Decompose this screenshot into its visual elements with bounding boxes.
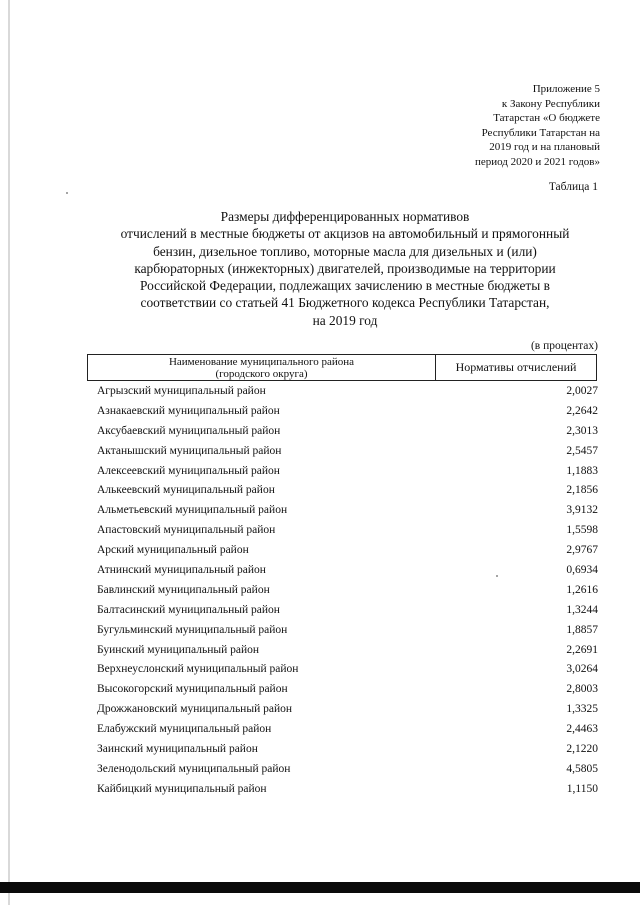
table-row bbox=[97, 480, 600, 500]
district-name: Альметьевский муниципальный район bbox=[97, 504, 288, 517]
title-line: на 2019 год bbox=[312, 312, 378, 328]
scan-speck bbox=[66, 192, 68, 194]
district-name: Апастовский муниципальный район bbox=[97, 524, 276, 537]
table-row bbox=[97, 441, 600, 461]
rate-value: 2,2691 bbox=[566, 643, 598, 656]
document-title bbox=[50, 208, 640, 329]
district-name: Елабужский муниципальный район bbox=[97, 723, 272, 736]
rate-value: 1,5598 bbox=[566, 524, 598, 537]
table-row bbox=[97, 679, 600, 699]
rate-value: 1,3244 bbox=[566, 603, 598, 616]
district-name: Заинский муниципальный район bbox=[97, 742, 258, 755]
district-name: Буинский муниципальный район bbox=[97, 643, 260, 656]
rate-value: 2,3013 bbox=[566, 424, 598, 437]
district-name: Алькеевский муниципальный район bbox=[97, 484, 275, 497]
header-name-cell bbox=[88, 355, 436, 380]
rate-value: 1,1883 bbox=[566, 464, 598, 477]
rate-value: 1,1150 bbox=[566, 782, 598, 795]
district-name: Верхнеуслонский муниципальный район bbox=[97, 663, 299, 676]
annex-header bbox=[420, 82, 600, 170]
district-name: Бугульминский муниципальный район bbox=[97, 623, 288, 636]
district-name: Зеленодольский муниципальный район bbox=[97, 762, 291, 775]
rate-value: 2,9767 bbox=[566, 544, 598, 557]
table-row bbox=[97, 520, 600, 540]
district-name: Азнакаевский муниципальный район bbox=[97, 404, 280, 417]
table-row bbox=[97, 421, 600, 441]
rate-value: 2,0027 bbox=[566, 384, 598, 397]
table-row bbox=[97, 560, 600, 580]
district-name: Бавлинский муниципальный район bbox=[97, 583, 270, 596]
table-label: Таблица 1 bbox=[548, 181, 598, 193]
table-row bbox=[97, 580, 600, 600]
annex-line: 2019 год и на плановый bbox=[489, 141, 600, 154]
table-row bbox=[97, 739, 600, 759]
table-row bbox=[97, 779, 600, 799]
annex-line: период 2020 и 2021 годов» bbox=[474, 155, 600, 168]
table-row bbox=[97, 500, 600, 520]
district-name: Аксубаевский муниципальный район bbox=[97, 424, 281, 437]
district-name: Алексеевский муниципальный район bbox=[97, 464, 280, 477]
table-row bbox=[97, 401, 600, 421]
scan-edge bbox=[8, 0, 10, 905]
rate-value: 2,1856 bbox=[566, 484, 598, 497]
table-row bbox=[97, 600, 600, 620]
table-body bbox=[97, 381, 600, 799]
rate-value: 1,8857 bbox=[566, 623, 598, 636]
title-line: соответствии со статьей 41 Бюджетного кодекса Республики Татарстан, bbox=[140, 295, 550, 311]
district-name: Кайбицкий муниципальный район bbox=[97, 782, 267, 795]
header-value-cell: Нормативы отчислений bbox=[455, 360, 577, 374]
table-row bbox=[97, 381, 600, 401]
annex-line: Приложение 5 bbox=[532, 83, 600, 95]
table-row bbox=[97, 640, 600, 660]
district-name: Высокогорский муниципальный район bbox=[97, 683, 288, 696]
rate-value: 2,2642 bbox=[566, 404, 598, 417]
rate-value: 1,3325 bbox=[566, 703, 598, 716]
table-row bbox=[97, 540, 600, 560]
title-line: карбюраторных (инжекторных) двигателей, производимые на территории bbox=[134, 260, 556, 276]
table-row bbox=[97, 461, 600, 481]
table-row bbox=[97, 620, 600, 640]
title-line: отчислений в местные бюджеты от акцизов на автомобильный и прямогонный bbox=[120, 226, 570, 242]
table-row bbox=[97, 719, 600, 739]
rate-value: 1,2616 bbox=[566, 583, 598, 596]
table-row bbox=[97, 699, 600, 719]
scan-bottom-border bbox=[0, 882, 640, 893]
rate-value: 3,0264 bbox=[566, 663, 598, 676]
header-name-line: Наименование муниципального района bbox=[168, 356, 355, 368]
rate-value: 0,6934 bbox=[566, 563, 598, 576]
rate-value: 3,9132 bbox=[566, 504, 598, 517]
scan-speck bbox=[496, 575, 498, 577]
rate-value: 2,1220 bbox=[566, 742, 598, 755]
header-name-line: (городского округа) bbox=[215, 368, 308, 380]
table-row bbox=[97, 659, 600, 679]
district-name: Балтасинский муниципальный район bbox=[97, 603, 280, 616]
annex-line: Республики Татарстан на bbox=[481, 126, 600, 139]
district-name: Арский муниципальный район bbox=[97, 544, 249, 557]
annex-line: к Закону Республики bbox=[501, 97, 600, 110]
units-note: (в процентах) bbox=[530, 340, 598, 352]
title-line: бензин, дизельное топливо, моторные масла для дизельных и (или) bbox=[153, 243, 537, 259]
district-name: Агрызский муниципальный район bbox=[97, 384, 266, 397]
district-name: Актанышский муниципальный район bbox=[97, 444, 282, 457]
table-row bbox=[97, 759, 600, 779]
district-name: Дрожжановский муниципальный район bbox=[97, 703, 293, 716]
rate-value: 2,5457 bbox=[566, 444, 598, 457]
district-name: Атнинский муниципальный район bbox=[97, 563, 266, 576]
table-header bbox=[87, 354, 597, 381]
title-line: Размеры дифференцированных нормативов bbox=[220, 209, 470, 224]
rate-value: 4,5805 bbox=[566, 762, 598, 775]
rate-value: 2,8003 bbox=[566, 683, 598, 696]
annex-line: Татарстан «О бюджете bbox=[493, 112, 600, 125]
title-line: Российской Федерации, подлежащих зачислению в местные бюджеты в bbox=[140, 278, 550, 294]
rate-value: 2,4463 bbox=[566, 723, 598, 736]
